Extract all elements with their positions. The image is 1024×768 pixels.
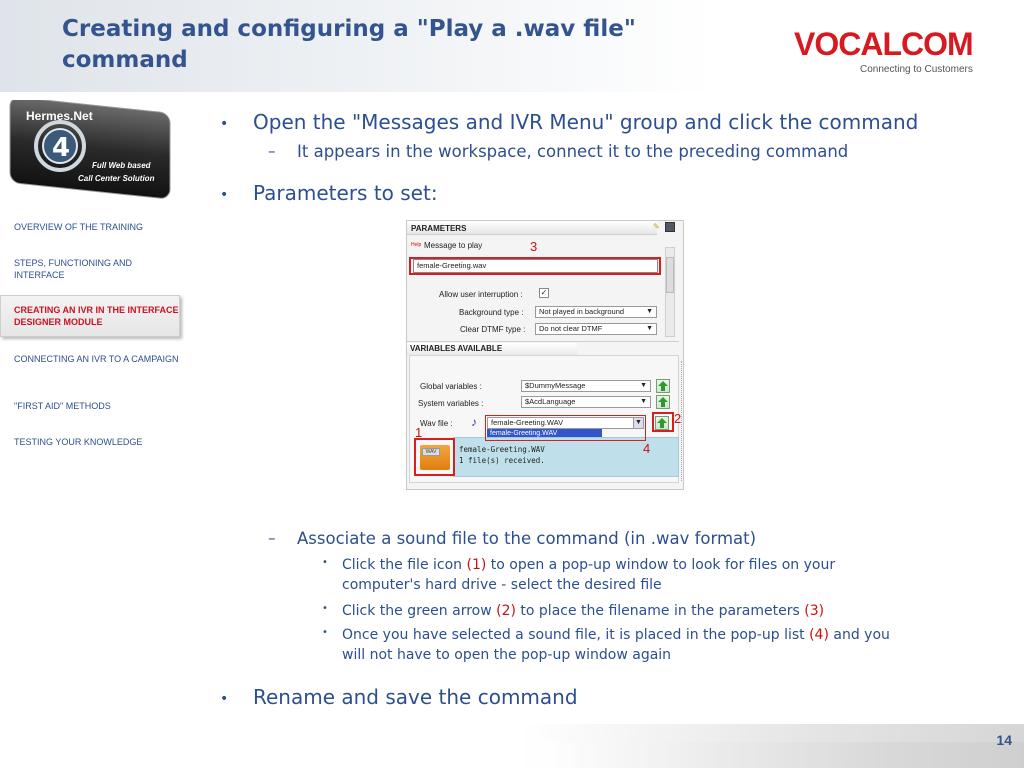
global-insert-arrow-icon[interactable]: [656, 379, 670, 393]
dot-marker: •: [322, 627, 328, 638]
item-click-file-icon: Click the file icon (1) to open a pop-up window to look for files on your: [342, 557, 836, 573]
allow-interruption-checkbox[interactable]: ✓: [540, 288, 548, 297]
system-insert-arrow-icon[interactable]: [656, 395, 670, 409]
marker-1: 1: [415, 425, 423, 440]
item-popup-list-cont: will not have to open the pop-up window again: [342, 647, 672, 663]
bullet-marker: •: [220, 116, 229, 132]
nav-item-first-aid[interactable]: "FIRST AID" METHODS: [14, 401, 111, 411]
vars-header: VARIABLES AVAILABLE: [410, 344, 503, 353]
highlight-box-1: [414, 438, 455, 476]
nav-item-testing[interactable]: TESTING YOUR KNOWLEDGE: [14, 437, 143, 447]
nav-item-steps[interactable]: STEPS, FUNCTIONING AND INTERFACE: [14, 258, 133, 280]
message-label: Message to play: [424, 241, 483, 250]
message-input[interactable]: female-Greeting.wav: [413, 259, 658, 273]
pin-icon[interactable]: ✎: [653, 222, 660, 231]
system-variables-select[interactable]: $AcdLanguage ▼: [521, 396, 651, 408]
vocalcom-logo: [794, 27, 984, 81]
global-variables-select[interactable]: $DummyMessage ▼: [521, 380, 651, 392]
wav-file-select[interactable]: female-Greeting.WAV ▼: [487, 417, 644, 429]
highlight-box-2: [652, 412, 674, 432]
wav-file-label: Wav file :: [420, 419, 453, 428]
save-icon[interactable]: [665, 222, 675, 232]
marker-3: 3: [530, 239, 538, 254]
clear-dtmf-label: Clear DTMF type :: [460, 325, 526, 334]
item-click-file-icon-cont: computer's hard drive - select the desired file: [342, 577, 662, 593]
svg-text:Call Center Solution: Call Center Solution: [78, 174, 155, 183]
slide-title: Creating and configuring a "Play a .wav file" command: [62, 16, 636, 73]
svg-text:4: 4: [52, 133, 71, 163]
dash-marker: –: [268, 529, 276, 547]
music-note-icon: ♪: [471, 415, 477, 429]
system-variables-label: System variables :: [418, 399, 484, 408]
background-type-select[interactable]: Not played in background ▼: [535, 306, 657, 318]
marker-4: 4: [643, 441, 651, 456]
item-click-green-arrow: Click the green arrow (2) to place the filename in the parameters (3): [342, 603, 825, 619]
logo-tagline: Connecting to Customers: [860, 64, 973, 75]
marker-2: 2: [674, 411, 682, 426]
background-type-label: Background type :: [459, 308, 524, 317]
allow-interruption-label: Allow user interruption :: [439, 290, 523, 299]
hermes-net-logo: [6, 100, 176, 200]
dot-marker: •: [322, 557, 328, 568]
logo-brand-text: VOCALCOM: [794, 27, 973, 62]
bullet-marker: •: [220, 691, 229, 707]
file-folder-icon[interactable]: WAV: [420, 445, 450, 470]
nav-item-overview[interactable]: OVERVIEW OF THE TRAINING: [14, 222, 144, 232]
dash-marker: –: [268, 142, 276, 160]
help-tag[interactable]: Help: [411, 242, 422, 248]
sub-associate-sound: Associate a sound file to the command (in .wav format): [297, 529, 757, 548]
params-scroll-thumb[interactable]: [666, 257, 674, 293]
sub-appears-workspace: It appears in the workspace, connect it to the preceding command: [297, 142, 849, 161]
bullet-open-group: Open the "Messages and IVR Menu" group and click the command: [253, 110, 919, 134]
svg-text:Hermes.Net: Hermes.Net: [26, 109, 93, 123]
divider: [407, 341, 679, 342]
footer-band-lower: [540, 742, 1024, 768]
item-popup-list: Once you have selected a sound file, it is placed in the pop-up list (4) and you: [342, 627, 890, 643]
nav-item-connecting[interactable]: CONNECTING AN IVR TO A CAMPAIGN: [14, 354, 179, 364]
page-number: 14: [996, 732, 1012, 748]
upload-file-name: female-Greeting.WAV: [459, 445, 545, 454]
bullet-marker: •: [220, 187, 229, 203]
clear-dtmf-select[interactable]: Do not clear DTMF ▼: [535, 323, 657, 335]
nav-item-creating-ivr[interactable]: CREATING AN IVR IN THE INTERFACE DESIGNER MODULE: [14, 305, 179, 327]
vars-scroll-guide: [681, 361, 685, 481]
upload-status-text: 1 file(s) received.: [459, 456, 545, 465]
highlight-box-3: [409, 257, 661, 275]
dot-marker: •: [322, 603, 328, 614]
wav-file-dropdown-option[interactable]: female-Greeting.WAV: [487, 429, 602, 439]
bullet-rename-save: Rename and save the command: [253, 685, 578, 709]
global-variables-label: Global variables :: [420, 382, 482, 391]
highlight-box-4: [485, 415, 646, 441]
svg-text:Full Web based: Full Web based: [92, 161, 151, 170]
bullet-parameters: Parameters to set:: [253, 181, 438, 205]
params-header: PARAMETERS: [411, 224, 467, 233]
